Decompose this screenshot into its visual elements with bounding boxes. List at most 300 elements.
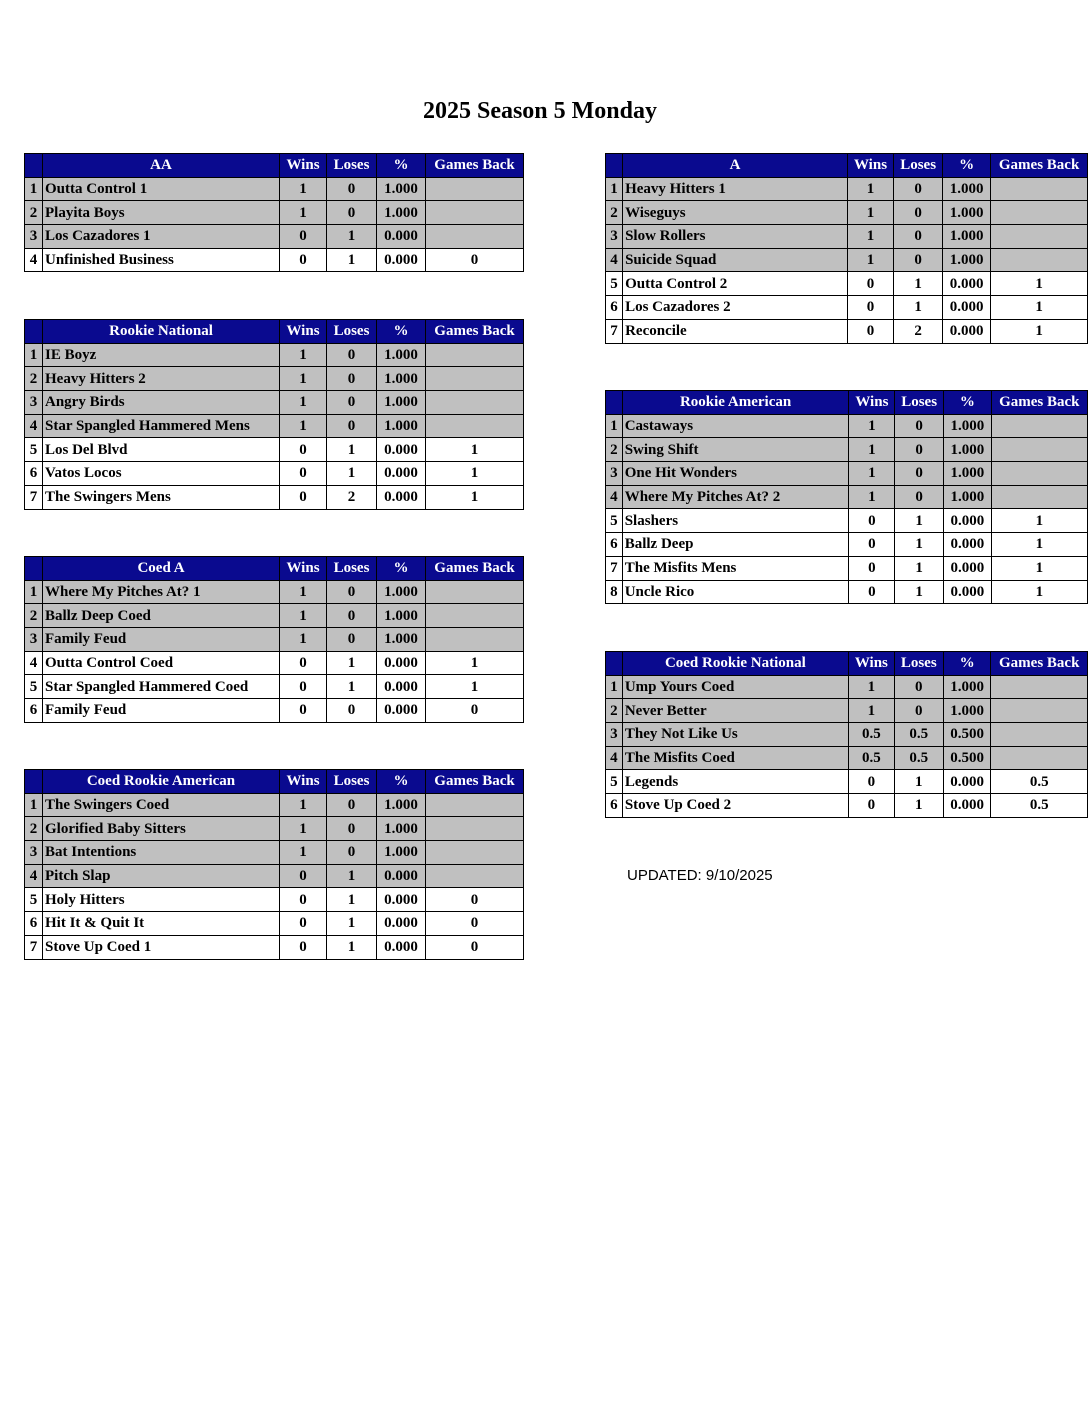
updated-date: UPDATED: 9/10/2025 <box>627 867 773 884</box>
team-name-cell: Vatos Locos <box>43 462 280 486</box>
table-row <box>606 770 1088 794</box>
pct-cell: 0.000 <box>944 580 992 604</box>
table-row <box>606 699 1088 723</box>
pct-cell: 1.000 <box>377 414 426 438</box>
wins-cell: 0 <box>280 935 327 959</box>
division-name: AA <box>43 154 280 178</box>
games-back-cell: 1 <box>426 651 524 675</box>
pct-cell: 0.000 <box>377 438 426 462</box>
rank-cell: 4 <box>25 651 43 675</box>
table-row <box>606 509 1088 533</box>
games-back-cell <box>426 604 524 628</box>
table-row <box>25 343 524 367</box>
loses-cell: 1 <box>327 438 377 462</box>
rank-cell: 1 <box>25 177 43 201</box>
loses-cell: 0 <box>894 248 943 272</box>
loses-cell: 1 <box>327 462 377 486</box>
games-back-cell: 0.5 <box>991 770 1088 794</box>
pct-cell: 1.000 <box>377 201 426 225</box>
games-back-cell: 0 <box>426 699 524 723</box>
loses-cell: 1 <box>895 556 944 580</box>
wins-cell: 0 <box>849 556 895 580</box>
team-name-cell: Heavy Hitters 2 <box>43 367 280 391</box>
wins-cell: 1 <box>280 604 327 628</box>
loses-cell: 1 <box>327 248 377 272</box>
pct-cell: 0.000 <box>377 699 426 723</box>
wins-cell: 1 <box>280 343 327 367</box>
loses-cell: 0 <box>327 628 377 652</box>
table-row <box>606 533 1088 557</box>
pct-cell: 0.000 <box>943 794 991 818</box>
wins-cell: 0 <box>280 438 327 462</box>
wins-cell: 0 <box>280 485 327 509</box>
pct-cell: 0.000 <box>377 864 426 888</box>
wins-cell: 1 <box>280 628 327 652</box>
games-back-cell: 1 <box>991 580 1087 604</box>
division-table-rookie-american <box>605 390 1088 604</box>
pct-cell: 1.000 <box>943 201 991 225</box>
table-row <box>25 675 524 699</box>
team-name-cell: They Not Like Us <box>622 723 848 747</box>
wins-header: Wins <box>848 652 894 676</box>
loses-cell: 0 <box>327 604 377 628</box>
team-name-cell: Uncle Rico <box>622 580 849 604</box>
rank-cell: 6 <box>25 912 43 936</box>
division-table-coed-rookie-american <box>24 769 524 960</box>
loses-header: Loses <box>327 320 377 344</box>
games-back-header: Games Back <box>426 557 524 581</box>
wins-cell: 1 <box>280 841 327 865</box>
wins-header: Wins <box>280 154 327 178</box>
loses-cell: 0 <box>894 675 943 699</box>
team-name-cell: Angry Birds <box>43 391 280 415</box>
games-back-cell: 1 <box>426 675 524 699</box>
rank-cell: 4 <box>25 414 43 438</box>
rank-cell: 3 <box>25 841 43 865</box>
team-name-cell: Hit It & Quit It <box>43 912 280 936</box>
games-back-header: Games Back <box>991 652 1088 676</box>
games-back-cell: 1 <box>991 296 1088 320</box>
games-back-cell <box>991 462 1087 486</box>
table-row <box>25 841 524 865</box>
wins-cell: 0 <box>849 509 895 533</box>
rank-cell: 5 <box>606 770 623 794</box>
team-name-cell: Outta Control 1 <box>43 177 280 201</box>
games-back-cell: 1 <box>426 485 524 509</box>
games-back-cell <box>991 438 1087 462</box>
games-back-cell <box>426 817 524 841</box>
table-row <box>25 177 524 201</box>
division-name: Coed Rookie American <box>43 770 280 794</box>
table-row <box>25 580 524 604</box>
division-name: A <box>623 154 848 178</box>
table-row <box>25 699 524 723</box>
games-back-cell <box>991 201 1088 225</box>
rank-header <box>606 154 623 178</box>
loses-cell: 1 <box>327 864 377 888</box>
rank-cell: 5 <box>25 675 43 699</box>
loses-cell: 1 <box>895 509 944 533</box>
wins-cell: 1 <box>280 817 327 841</box>
team-name-cell: The Misfits Mens <box>622 556 849 580</box>
table-row <box>25 201 524 225</box>
wins-cell: 1 <box>280 391 327 415</box>
table-row <box>25 462 524 486</box>
pct-cell: 0.000 <box>943 770 991 794</box>
header-row <box>25 320 524 344</box>
wins-cell: 1 <box>847 177 893 201</box>
pct-cell: 1.000 <box>377 177 426 201</box>
pct-cell: 1.000 <box>944 414 992 438</box>
loses-cell: 1 <box>895 533 944 557</box>
wins-header: Wins <box>847 154 893 178</box>
games-back-cell: 1 <box>991 272 1088 296</box>
loses-cell: 0 <box>895 414 944 438</box>
games-back-cell: 1 <box>991 533 1087 557</box>
rank-cell: 6 <box>25 699 43 723</box>
wins-cell: 0 <box>280 864 327 888</box>
rank-header <box>606 391 623 415</box>
pct-cell: 0.000 <box>377 912 426 936</box>
loses-cell: 1 <box>327 888 377 912</box>
team-name-cell: The Misfits Coed <box>622 746 848 770</box>
rank-header <box>25 557 43 581</box>
loses-cell: 1 <box>327 225 377 249</box>
games-back-cell <box>991 746 1088 770</box>
pct-cell: 1.000 <box>377 817 426 841</box>
games-back-cell <box>991 414 1087 438</box>
games-back-cell: 1 <box>991 319 1088 343</box>
team-name-cell: The Swingers Mens <box>43 485 280 509</box>
header-row <box>25 557 524 581</box>
division-table-coed-a <box>24 556 524 723</box>
table-row <box>25 817 524 841</box>
table-row <box>25 367 524 391</box>
games-back-header: Games Back <box>426 770 524 794</box>
loses-header: Loses <box>894 652 943 676</box>
wins-cell: 1 <box>280 367 327 391</box>
pct-header: % <box>377 154 426 178</box>
team-name-cell: Ballz Deep Coed <box>43 604 280 628</box>
rank-cell: 1 <box>25 580 43 604</box>
team-name-cell: Star Spangled Hammered Coed <box>43 675 280 699</box>
loses-cell: 1 <box>894 770 943 794</box>
team-name-cell: Pitch Slap <box>43 864 280 888</box>
loses-cell: 0.5 <box>894 723 943 747</box>
team-name-cell: The Swingers Coed <box>43 793 280 817</box>
loses-cell: 0 <box>327 817 377 841</box>
table-row <box>606 177 1088 201</box>
games-back-cell <box>991 699 1088 723</box>
team-name-cell: Slashers <box>622 509 849 533</box>
rank-cell: 2 <box>606 699 623 723</box>
table-row <box>25 935 524 959</box>
team-name-cell: Family Feud <box>43 628 280 652</box>
rank-cell: 6 <box>25 462 43 486</box>
pct-cell: 1.000 <box>943 177 991 201</box>
loses-cell: 1 <box>327 912 377 936</box>
wins-cell: 1 <box>847 248 893 272</box>
team-name-cell: IE Boyz <box>43 343 280 367</box>
team-name-cell: Star Spangled Hammered Mens <box>43 414 280 438</box>
loses-cell: 0 <box>327 580 377 604</box>
table-row <box>25 225 524 249</box>
games-back-cell <box>426 367 524 391</box>
loses-cell: 1 <box>895 580 944 604</box>
rank-cell: 6 <box>606 794 623 818</box>
pct-cell: 0.000 <box>943 296 991 320</box>
header-row <box>606 652 1088 676</box>
pct-header: % <box>943 154 991 178</box>
games-back-cell: 0.5 <box>991 794 1088 818</box>
header-row <box>606 391 1088 415</box>
wins-cell: 0 <box>280 248 327 272</box>
pct-cell: 1.000 <box>377 841 426 865</box>
pct-cell: 0.000 <box>377 462 426 486</box>
games-back-cell <box>426 391 524 415</box>
wins-cell: 0 <box>848 770 894 794</box>
pct-cell: 0.000 <box>377 935 426 959</box>
table-row <box>25 485 524 509</box>
rank-cell: 5 <box>606 509 623 533</box>
table-row <box>606 556 1088 580</box>
division-table-aa <box>24 153 524 272</box>
rank-cell: 1 <box>606 414 623 438</box>
pct-header: % <box>944 391 992 415</box>
table-row <box>606 319 1088 343</box>
team-name-cell: Los Cazadores 1 <box>43 225 280 249</box>
wins-header: Wins <box>849 391 895 415</box>
rank-cell: 5 <box>25 438 43 462</box>
team-name-cell: Slow Rollers <box>623 225 848 249</box>
loses-cell: 0 <box>327 201 377 225</box>
division-name: Rookie National <box>43 320 280 344</box>
loses-cell: 0 <box>894 225 943 249</box>
table-row <box>25 793 524 817</box>
loses-cell: 0 <box>894 177 943 201</box>
rank-cell: 4 <box>25 248 43 272</box>
team-name-cell: Reconcile <box>623 319 848 343</box>
rank-cell: 3 <box>606 225 623 249</box>
rank-cell: 2 <box>25 201 43 225</box>
pct-cell: 0.000 <box>377 485 426 509</box>
pct-header: % <box>377 770 426 794</box>
team-name-cell: Outta Control 2 <box>623 272 848 296</box>
games-back-cell: 0 <box>426 935 524 959</box>
rank-header <box>25 154 43 178</box>
rank-cell: 8 <box>606 580 623 604</box>
team-name-cell: One Hit Wonders <box>622 462 849 486</box>
table-row <box>606 248 1088 272</box>
wins-cell: 1 <box>849 485 895 509</box>
table-row <box>25 248 524 272</box>
team-name-cell: Bat Intentions <box>43 841 280 865</box>
table-row <box>606 462 1088 486</box>
games-back-cell <box>426 414 524 438</box>
pct-cell: 0.500 <box>943 746 991 770</box>
games-back-cell: 1 <box>426 438 524 462</box>
pct-cell: 1.000 <box>377 343 426 367</box>
games-back-cell <box>426 793 524 817</box>
games-back-cell <box>991 723 1088 747</box>
page-title: 2025 Season 5 Monday <box>422 98 658 124</box>
team-name-cell: Heavy Hitters 1 <box>623 177 848 201</box>
team-name-cell: Legends <box>622 770 848 794</box>
loses-header: Loses <box>327 770 377 794</box>
games-back-cell <box>991 177 1088 201</box>
games-back-cell <box>426 580 524 604</box>
loses-cell: 1 <box>894 296 943 320</box>
team-name-cell: Ballz Deep <box>622 533 849 557</box>
wins-header: Wins <box>280 557 327 581</box>
rank-cell: 5 <box>606 272 623 296</box>
loses-cell: 1 <box>327 675 377 699</box>
table-row <box>606 794 1088 818</box>
wins-cell: 0 <box>280 888 327 912</box>
rank-header <box>25 320 43 344</box>
team-name-cell: Outta Control Coed <box>43 651 280 675</box>
header-row <box>25 770 524 794</box>
wins-cell: 1 <box>847 225 893 249</box>
loses-cell: 0 <box>327 414 377 438</box>
loses-cell: 0.5 <box>894 746 943 770</box>
rank-cell: 2 <box>606 201 623 225</box>
wins-cell: 0 <box>849 533 895 557</box>
loses-header: Loses <box>327 557 377 581</box>
games-back-cell <box>426 841 524 865</box>
wins-cell: 0 <box>280 651 327 675</box>
wins-cell: 0 <box>280 675 327 699</box>
wins-cell: 1 <box>849 438 895 462</box>
division-name: Rookie American <box>622 391 849 415</box>
loses-cell: 0 <box>327 699 377 723</box>
wins-cell: 0 <box>847 319 893 343</box>
loses-cell: 0 <box>327 343 377 367</box>
division-table-a <box>605 153 1088 344</box>
wins-cell: 1 <box>847 201 893 225</box>
loses-cell: 1 <box>327 651 377 675</box>
loses-cell: 0 <box>894 699 943 723</box>
table-row <box>25 438 524 462</box>
rank-header <box>606 652 623 676</box>
games-back-cell: 1 <box>426 462 524 486</box>
loses-cell: 1 <box>327 935 377 959</box>
table-row <box>25 912 524 936</box>
table-row <box>25 414 524 438</box>
wins-cell: 0.5 <box>848 723 894 747</box>
team-name-cell: Stove Up Coed 1 <box>43 935 280 959</box>
team-name-cell: Los Cazadores 2 <box>623 296 848 320</box>
wins-cell: 1 <box>280 793 327 817</box>
games-back-cell <box>991 485 1087 509</box>
pct-cell: 0.000 <box>377 651 426 675</box>
team-name-cell: Ump Yours Coed <box>622 675 848 699</box>
table-row <box>606 438 1088 462</box>
wins-cell: 1 <box>848 675 894 699</box>
pct-cell: 0.000 <box>377 248 426 272</box>
loses-cell: 1 <box>894 794 943 818</box>
table-row <box>25 628 524 652</box>
team-name-cell: Wiseguys <box>623 201 848 225</box>
games-back-cell <box>426 864 524 888</box>
pct-cell: 1.000 <box>377 793 426 817</box>
team-name-cell: Where My Pitches At? 2 <box>622 485 849 509</box>
loses-header: Loses <box>327 154 377 178</box>
games-back-cell <box>426 225 524 249</box>
games-back-cell <box>426 628 524 652</box>
table-row <box>25 604 524 628</box>
games-back-cell: 0 <box>426 888 524 912</box>
pct-header: % <box>377 557 426 581</box>
table-row <box>606 580 1088 604</box>
team-name-cell: Glorified Baby Sitters <box>43 817 280 841</box>
table-row <box>606 272 1088 296</box>
rank-cell: 2 <box>25 817 43 841</box>
pct-cell: 1.000 <box>943 699 991 723</box>
pct-cell: 1.000 <box>943 248 991 272</box>
pct-cell: 1.000 <box>943 675 991 699</box>
games-back-cell <box>426 343 524 367</box>
rank-cell: 1 <box>606 177 623 201</box>
team-name-cell: Family Feud <box>43 699 280 723</box>
games-back-cell <box>991 225 1088 249</box>
table-row <box>606 675 1088 699</box>
pct-header: % <box>377 320 426 344</box>
pct-header: % <box>943 652 991 676</box>
team-name-cell: Where My Pitches At? 1 <box>43 580 280 604</box>
rank-cell: 3 <box>25 628 43 652</box>
team-name-cell: Castaways <box>622 414 849 438</box>
pct-cell: 0.000 <box>377 888 426 912</box>
loses-cell: 1 <box>894 272 943 296</box>
games-back-cell <box>426 201 524 225</box>
wins-cell: 0 <box>280 912 327 936</box>
rank-cell: 7 <box>606 319 623 343</box>
games-back-cell: 1 <box>991 556 1087 580</box>
pct-cell: 1.000 <box>377 628 426 652</box>
team-name-cell: Never Better <box>622 699 848 723</box>
games-back-header: Games Back <box>426 154 524 178</box>
rank-cell: 2 <box>606 438 623 462</box>
games-back-cell <box>426 177 524 201</box>
rank-cell: 7 <box>606 556 623 580</box>
table-row <box>606 414 1088 438</box>
table-row <box>606 746 1088 770</box>
rank-cell: 4 <box>606 746 623 770</box>
pct-cell: 1.000 <box>944 485 992 509</box>
header-row <box>606 154 1088 178</box>
games-back-header: Games Back <box>991 391 1087 415</box>
wins-cell: 1 <box>280 580 327 604</box>
wins-cell: 0.5 <box>848 746 894 770</box>
rank-cell: 7 <box>25 935 43 959</box>
rank-cell: 1 <box>25 343 43 367</box>
wins-cell: 1 <box>280 201 327 225</box>
table-row <box>25 651 524 675</box>
team-name-cell: Suicide Squad <box>623 248 848 272</box>
wins-cell: 0 <box>847 272 893 296</box>
wins-header: Wins <box>280 320 327 344</box>
games-back-cell <box>991 248 1088 272</box>
loses-cell: 0 <box>895 485 944 509</box>
wins-cell: 1 <box>849 462 895 486</box>
rank-cell: 6 <box>606 296 623 320</box>
table-row <box>25 864 524 888</box>
wins-cell: 1 <box>848 699 894 723</box>
division-name: Coed A <box>43 557 280 581</box>
pct-cell: 0.500 <box>943 723 991 747</box>
team-name-cell: Stove Up Coed 2 <box>622 794 848 818</box>
